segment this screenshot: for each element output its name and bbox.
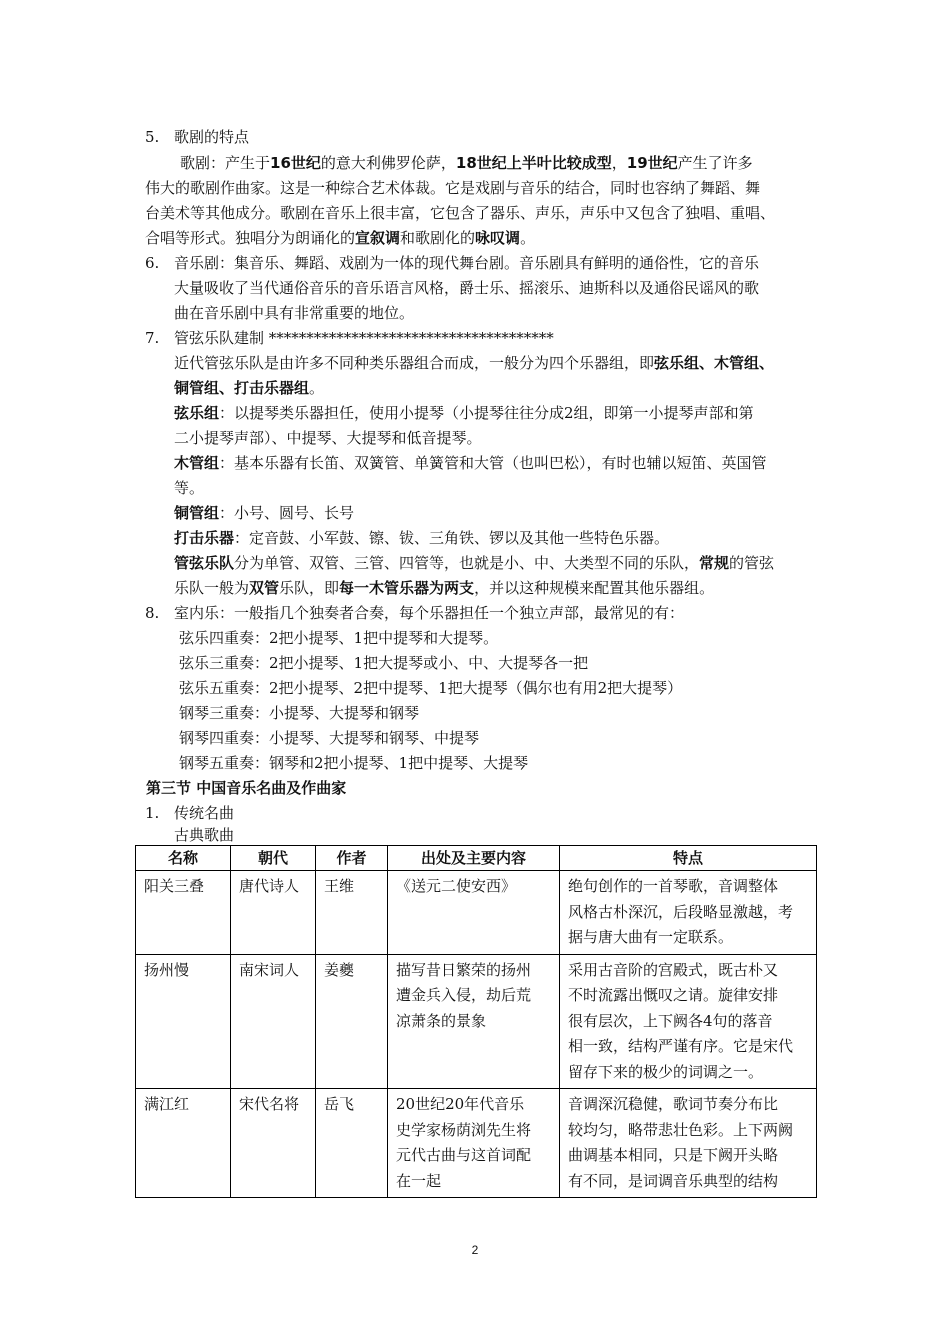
- table-caption: 古典歌曲: [174, 826, 235, 844]
- item-number: 6.: [145, 254, 160, 272]
- list-item: 钢琴五重奏：钢琴和2把小提琴、1把中提琴、大提琴: [179, 754, 529, 772]
- cell-feature: 采用古音阶的宫殿式，既古朴又 不时流露出慨叹之请。旋律安排 很有层次，上下阙各4句的落音 相一致，结构严谨有序。它是宋代 留存下来的极少的词调之一。: [560, 954, 817, 1089]
- item-title: 歌剧的特点: [174, 128, 250, 146]
- page-number: 2: [471, 1243, 479, 1257]
- cell-author: 王维: [316, 871, 388, 955]
- cell-era: 唐代诗人: [231, 871, 316, 955]
- column-header: 特点: [560, 846, 817, 871]
- paragraph-line: 木管组：基本乐器有长笛、双簧管、单簧管和大管（也叫巴松），有时也辅以短笛、英国管: [174, 454, 767, 472]
- section-heading: 第三节 中国音乐名曲及作曲家: [146, 779, 347, 797]
- item-number: 5.: [145, 128, 160, 146]
- cell-era: 南宋词人: [231, 954, 316, 1089]
- list-item: 弦乐五重奏：2把小提琴、2把中提琴、1把大提琴（偶尔也有用2把大提琴）: [179, 679, 683, 697]
- item-title: 室内乐：一般指几个独奏者合奏，每个乐器担任一个独立声部，最常见的有：: [174, 604, 685, 622]
- item-number: 7.: [145, 329, 160, 347]
- cell-author: 岳飞: [316, 1089, 388, 1198]
- paragraph-line: 乐队一般为双管乐队，即每一木管乐器为两支，并以这种规模来配置其他乐器组。: [174, 579, 715, 597]
- cell-source: 《送元二使安西》: [388, 871, 560, 955]
- paragraph-line: 铜管组：小号、圆号、长号: [174, 504, 355, 522]
- paragraph-line: 音乐剧：集音乐、舞蹈、戏剧为一体的现代舞台剧。音乐剧具有鲜明的通俗性，它的音乐: [174, 254, 760, 272]
- songs-table: [135, 845, 817, 1198]
- cell-author: 姜夔: [316, 954, 388, 1089]
- list-item: 钢琴四重奏：小提琴、大提琴和钢琴、中提琴: [179, 729, 480, 747]
- paragraph-line: 近代管弦乐队是由许多不同种类乐器组合而成，一般分为四个乐器组，即弦乐组、木管组、: [174, 354, 775, 372]
- cell-source: 描写昔日繁荣的扬州 遭金兵入侵，劫后荒 凉萧条的景象: [388, 954, 560, 1089]
- column-header: 朝代: [231, 846, 316, 871]
- subsection-title: 传统名曲: [174, 804, 235, 822]
- item-number: 1.: [145, 804, 160, 822]
- cell-feature: 音调深沉稳健，歌词节奏分布比 较均匀，略带悲壮色彩。上下两阙 曲调基本相同，只是下阙开头略 有不同，是词调音乐典型的结构: [560, 1089, 817, 1198]
- column-header: 作者: [316, 846, 388, 871]
- paragraph-line: 弦乐组：以提琴类乐器担任，使用小提琴（小提琴往往分成2组，即第一小提琴声部和第: [174, 404, 754, 422]
- paragraph-line: 台美术等其他成分。歌剧在音乐上很丰富，它包含了器乐、声乐，声乐中又包含了独唱、重唱、: [145, 204, 776, 222]
- cell-name: 阳关三叠: [136, 871, 231, 955]
- table-row: [136, 954, 817, 1089]
- column-header: 出处及主要内容: [388, 846, 560, 871]
- item-number: 8.: [145, 604, 160, 622]
- paragraph-line: 打击乐器：定音鼓、小军鼓、镲、钹、三角铁、锣以及其他一些特色乐器。: [174, 529, 670, 547]
- paragraph-line: 等。: [174, 479, 205, 497]
- paragraph-line: 曲在音乐剧中具有非常重要的地位。: [174, 304, 415, 322]
- paragraph-line: 管弦乐队分为单管、双管、三管、四管等，也就是小、中、大类型不同的乐队，常规的管弦: [174, 554, 775, 572]
- list-item: 弦乐三重奏：2把小提琴、1把大提琴或小、中、大提琴各一把: [179, 654, 589, 672]
- cell-era: 宋代名将: [231, 1089, 316, 1198]
- paragraph-line: 歌剧：产生于16世纪的意大利佛罗伦萨，18世纪上半叶比较成型，19世纪产生了许多: [180, 154, 753, 172]
- cell-name: 满江红: [136, 1089, 231, 1198]
- column-header: 名称: [136, 846, 231, 871]
- paragraph-line: 铜管组、打击乐器组。: [174, 379, 325, 397]
- paragraph-line: 合唱等形式。独唱分为朗诵化的宣叙调和歌剧化的咏叹调。: [145, 229, 536, 247]
- paragraph-line: 二小提琴声部）、中提琴、大提琴和低音提琴。: [174, 429, 482, 447]
- cell-source: 20世纪20年代音乐 史学家杨荫浏先生将 元代古曲与这首词配 在一起: [388, 1089, 560, 1198]
- list-item: 弦乐四重奏：2把小提琴、1把中提琴和大提琴。: [179, 629, 499, 647]
- table-row: [136, 1089, 817, 1198]
- table-row: [136, 871, 817, 955]
- list-item: 钢琴三重奏：小提琴、大提琴和钢琴: [179, 704, 420, 722]
- cell-feature: 绝句创作的一首琴歌，音调整体 风格古朴深沉，后段略显激越，考 据与唐大曲有一定联系。: [560, 871, 817, 955]
- paragraph-line: 大量吸收了当代通俗音乐的音乐语言风格，爵士乐、摇滚乐、迪斯科以及通俗民谣风的歌: [174, 279, 760, 297]
- table-header-row: [136, 846, 817, 871]
- paragraph-line: 伟大的歌剧作曲家。这是一种综合艺术体裁。它是戏剧与音乐的结合，同时也容纳了舞蹈、舞: [145, 179, 761, 197]
- cell-name: 扬州慢: [136, 954, 231, 1089]
- item-title: 管弦乐队建制 **************************************: [174, 329, 554, 347]
